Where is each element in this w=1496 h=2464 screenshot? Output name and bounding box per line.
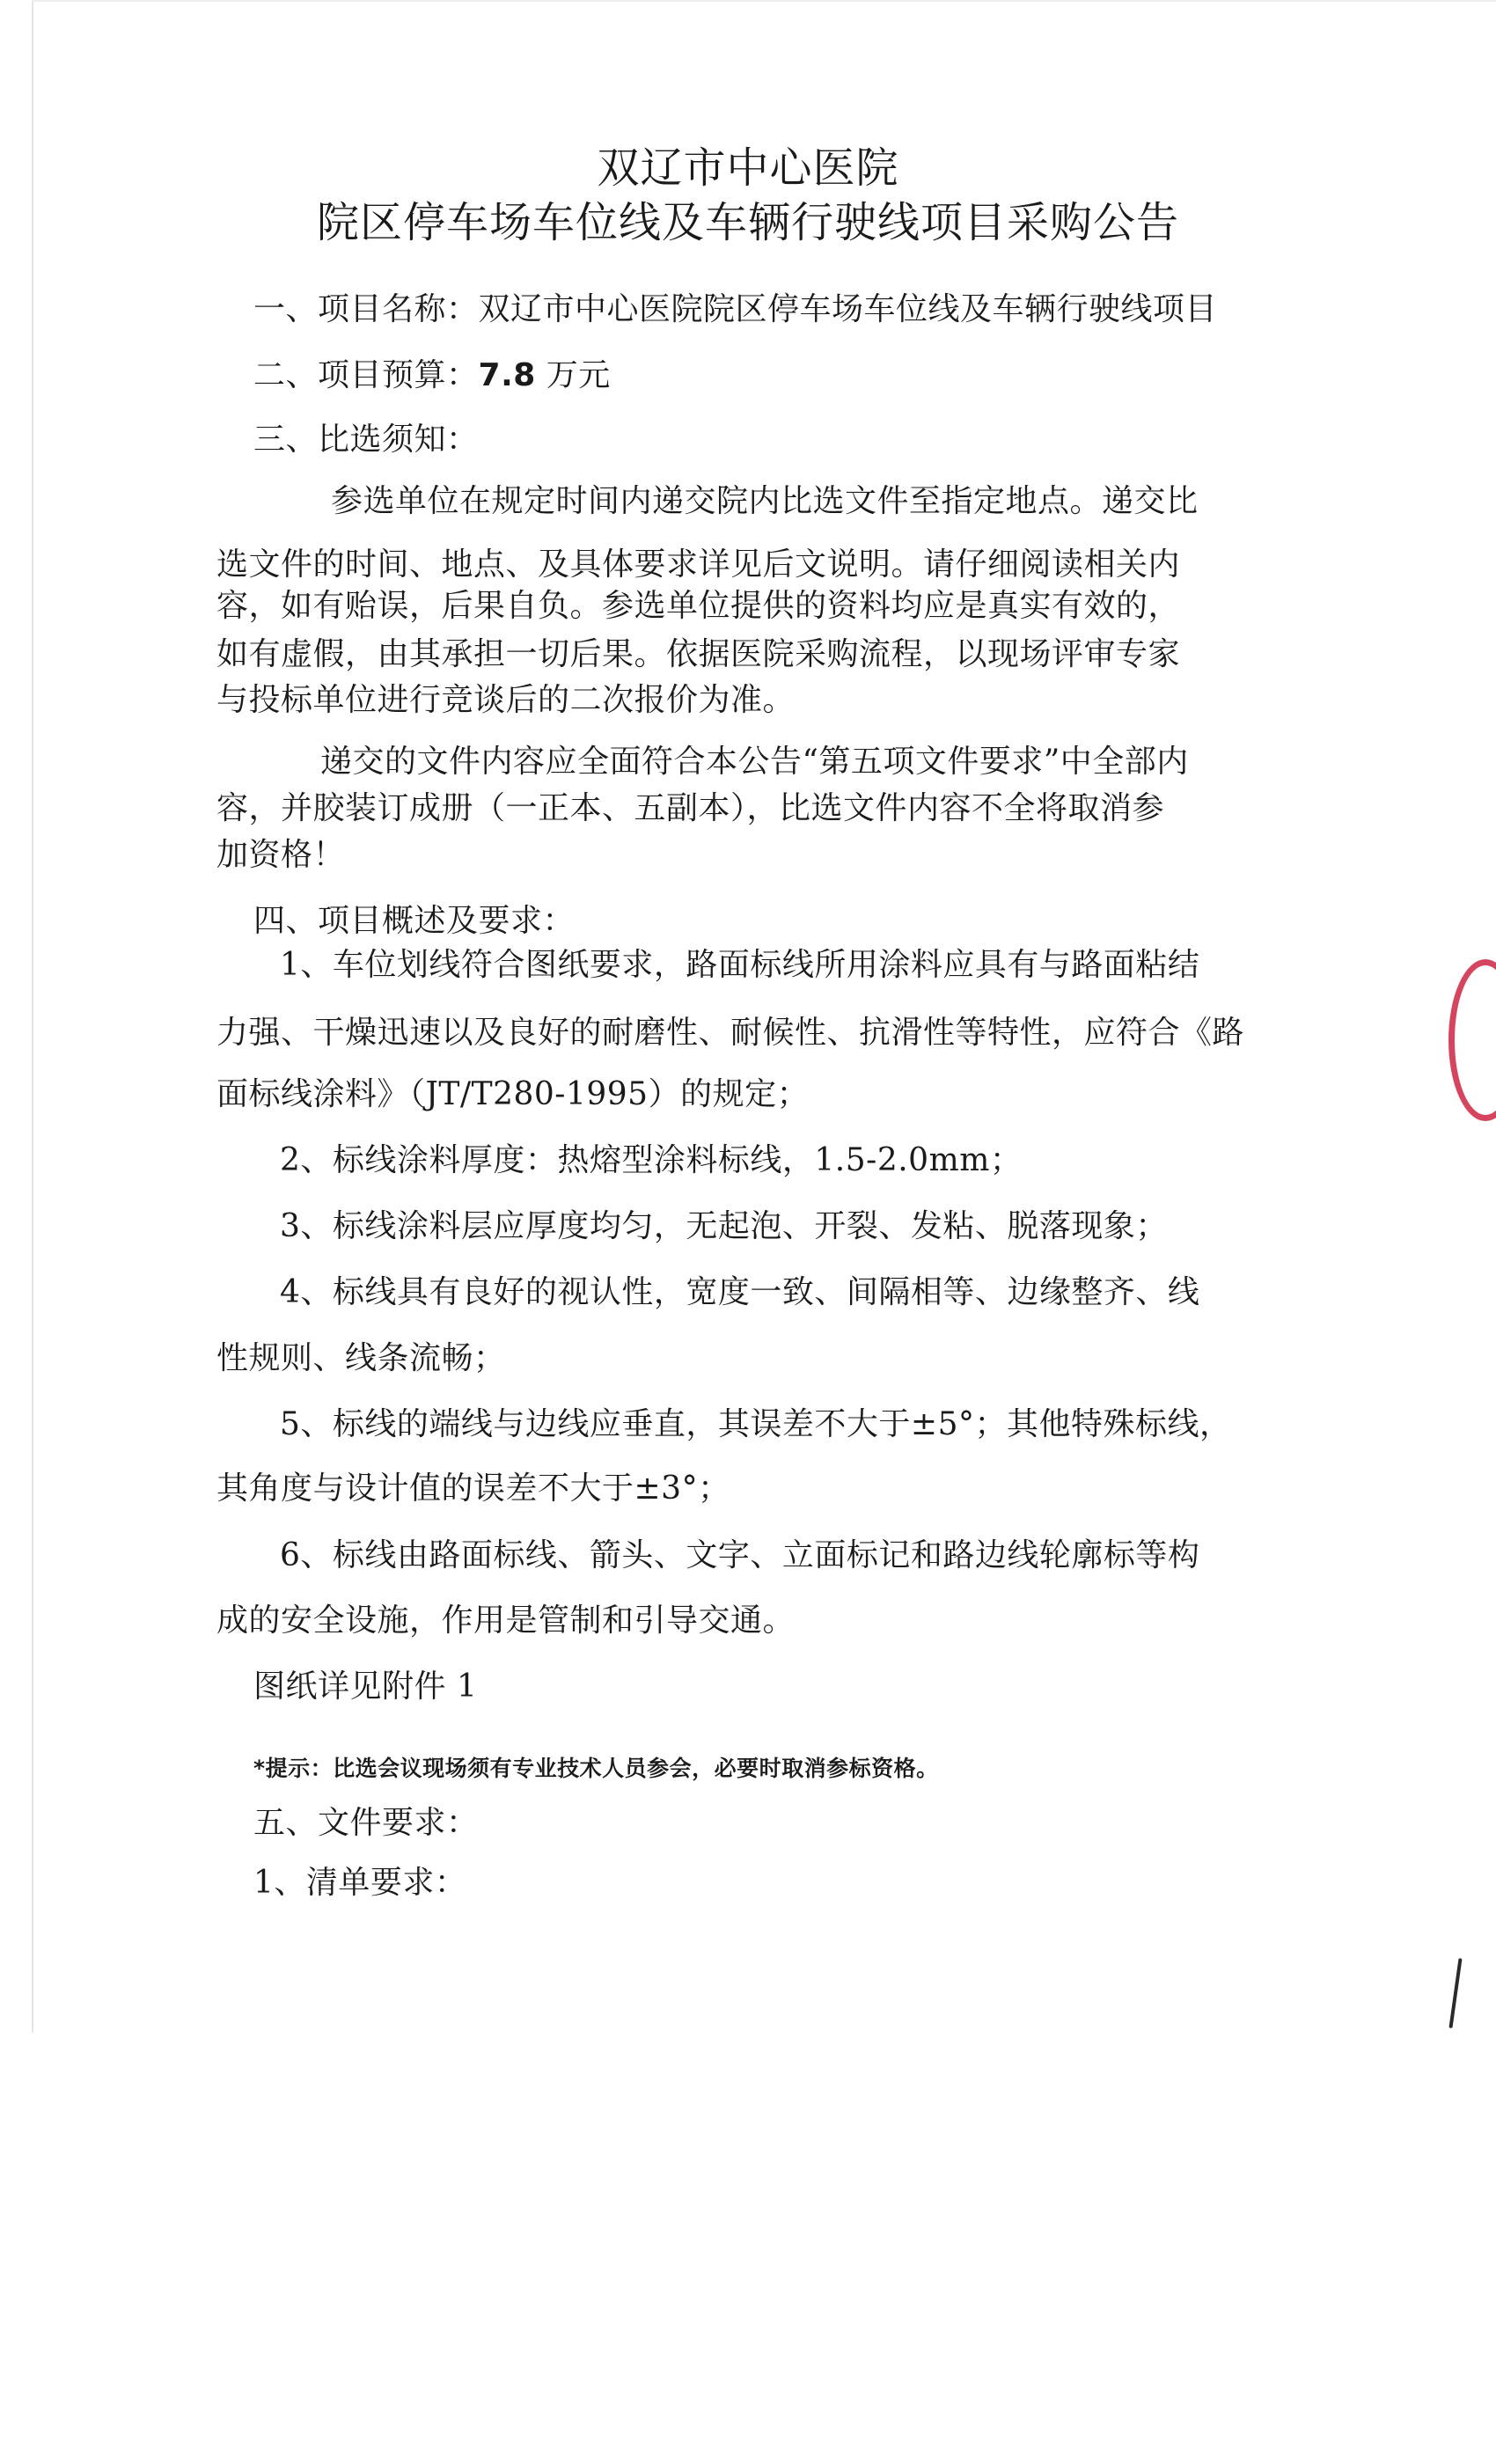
section-3-heading: 三、比选须知： (253, 422, 479, 458)
budget-amount: 7.8 (478, 357, 536, 393)
notice-hint: *提示：比选会议现场须有专业技术人员参会，必要时取消参标资格。 (253, 1756, 939, 1781)
scan-edge-top (32, 0, 1496, 2)
paragraph-2-line-3: 加资格！ (216, 837, 346, 873)
requirement-1-line-3: 面标线涂料》（JT/T280-1995）的规定； (216, 1076, 810, 1112)
requirement-5-line-2: 其角度与设计值的误差不大于±3°； (216, 1470, 730, 1507)
section-4-heading: 四、项目概述及要求： (253, 903, 576, 939)
document-title-line2: 院区停车场车位线及车辆行驶线项目采购公告 (316, 198, 1179, 247)
paragraph-1-line-3: 容，如有贻误，后果自负。参选单位提供的资料均应是真实有效的， (216, 588, 1181, 624)
section-2-label: 二、项目预算： (253, 357, 479, 393)
section-1-label: 一、项目名称： (253, 291, 479, 327)
requirement-1-line-2: 力强、干燥迅速以及良好的耐磨性、耐候性、抗滑性等特性，应符合《路 (216, 1015, 1245, 1051)
paragraph-1-line-1: 参选单位在规定时间内递交院内比选文件至指定地点。递交比 (331, 483, 1199, 519)
pen-mark (1448, 1958, 1462, 2028)
budget-unit: 万元 (535, 357, 611, 393)
paragraph-1-line-5: 与投标单位进行竞谈后的二次报价为准。 (216, 682, 796, 718)
section-1-project-name (253, 290, 1217, 329)
requirement-4-line-1: 4、标线具有良好的视认性，宽度一致、间隔相等、边缘整齐、线 (280, 1274, 1200, 1310)
requirement-2: 2、标线涂料厚度：热熔型涂料标线，1.5-2.0mm； (280, 1142, 1023, 1178)
paragraph-2-line-1: 递交的文件内容应全面符合本公告“第五项文件要求”中全部内 (320, 744, 1189, 780)
list-requirements-heading: 1、清单要求： (253, 1865, 467, 1901)
requirement-5-line-1: 5、标线的端线与边线应垂直，其误差不大于±5°；其他特殊标线， (280, 1406, 1232, 1442)
requirement-6-line-1: 6、标线由路面标线、箭头、文字、立面标记和路边线轮廓标等构 (280, 1537, 1200, 1573)
section-1-value: 双辽市中心医院院区停车场车位线及车辆行驶线项目 (478, 291, 1218, 327)
red-seal-mark (1448, 959, 1496, 1121)
section-5-heading: 五、文件要求： (253, 1805, 479, 1841)
requirement-1-line-1: 1、车位划线符合图纸要求，路面标线所用涂料应具有与路面粘结 (280, 947, 1200, 983)
paragraph-1-line-2: 选文件的时间、地点、及具体要求详见后文说明。请仔细阅读相关内 (216, 546, 1181, 583)
paragraph-2-line-2: 容，并胶装订成册（一正本、五副本），比选文件内容不全将取消参 (216, 790, 1165, 826)
requirement-3: 3、标线涂料层应厚度均匀，无起泡、开裂、发粘、脱落现象； (280, 1208, 1168, 1244)
paragraph-1-line-4: 如有虚假，由其承担一切后果。依据医院采购流程，以现场评审专家 (216, 636, 1181, 672)
document-title-line1: 双辽市中心医院 (597, 143, 899, 193)
scan-edge-left (32, 0, 33, 2033)
drawings-reference: 图纸详见附件 1 (253, 1668, 478, 1705)
section-2-budget (253, 356, 611, 395)
requirement-6-line-2: 成的安全设施，作用是管制和引导交通。 (216, 1602, 796, 1639)
requirement-4-line-2: 性规则、线条流畅； (216, 1340, 506, 1376)
